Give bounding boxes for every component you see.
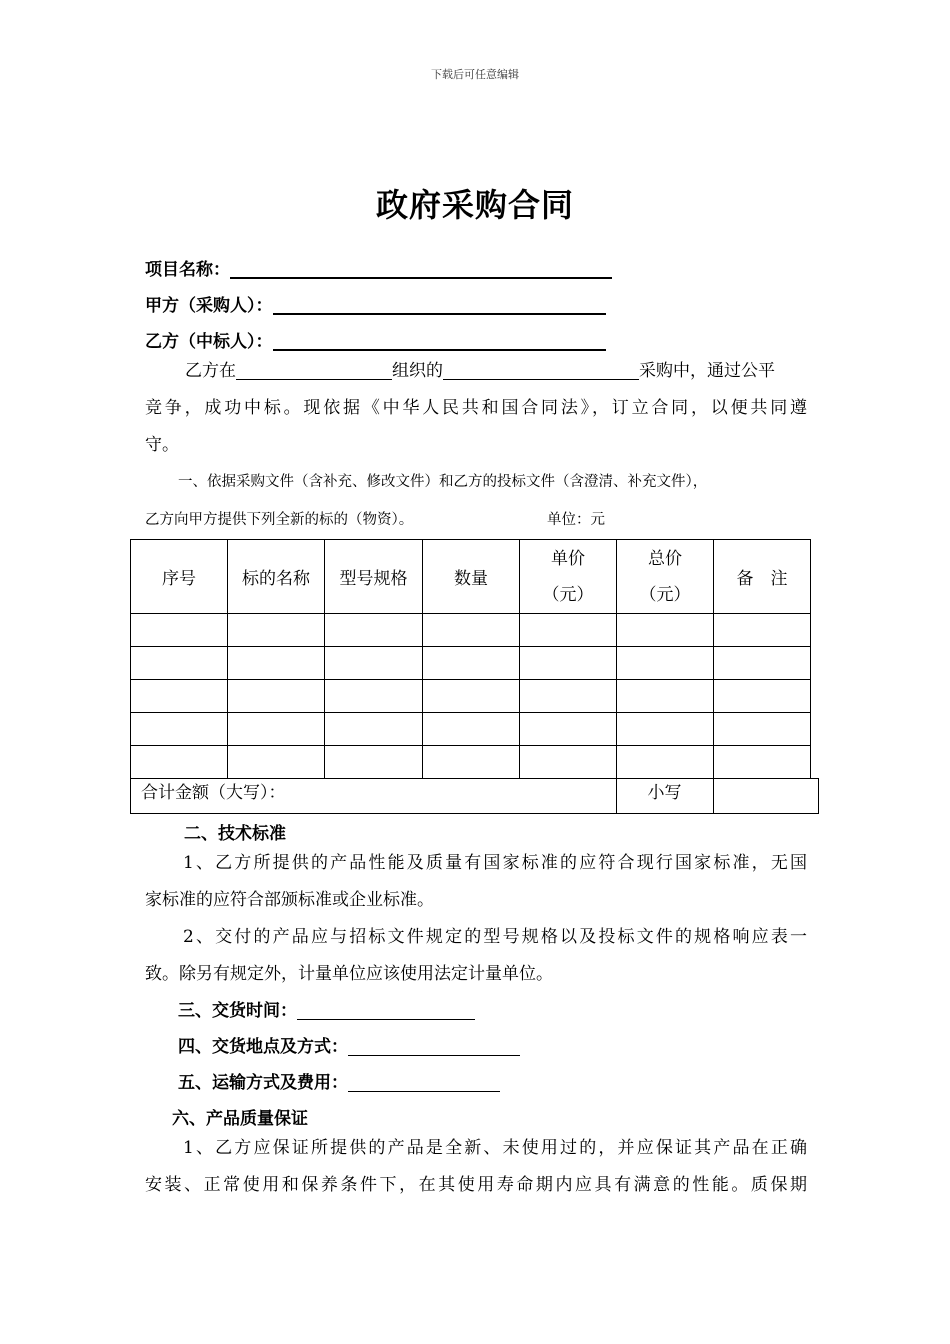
header-total-price-l2: （元）	[639, 584, 691, 605]
table-cell[interactable]	[617, 647, 714, 680]
section2-body	[145, 845, 807, 993]
section5-field	[178, 1068, 500, 1093]
total-small-label	[616, 778, 714, 814]
table-row	[131, 680, 811, 713]
table-row	[131, 746, 811, 779]
total-small-label-text: 小写	[647, 783, 682, 803]
intro-line-2: 竞争，成功中标。现依据《中华人民共和国合同法》，订立合同，以便共同遵	[145, 398, 807, 418]
header-unit-price-l1: 单价	[551, 548, 585, 569]
table-cell[interactable]	[714, 680, 811, 713]
table-cell[interactable]	[325, 713, 423, 746]
table-cell[interactable]	[423, 680, 520, 713]
section4-field	[178, 1032, 520, 1057]
section1-line2: 乙方向甲方提供下列全新的标的（物资）。	[145, 512, 414, 528]
header-unit-price	[520, 540, 617, 614]
section6-heading: 六、产品质量保证	[172, 1109, 308, 1129]
table-cell[interactable]	[131, 680, 228, 713]
delivery-place-blank[interactable]	[348, 1037, 520, 1056]
section6-body	[145, 1130, 807, 1204]
table-cell[interactable]	[228, 713, 325, 746]
section6-item1-line2: 安装、正常使用和保养条件下，在其使用寿命期内应具有满意的性能。质保期	[145, 1175, 807, 1195]
project-name-label: 项目名称：	[145, 260, 230, 280]
table-cell[interactable]	[131, 647, 228, 680]
table-cell[interactable]	[617, 614, 714, 647]
section2-item2-line1: 2、交付的产品应与招标文件规定的型号规格以及投标文件的规格响应表一	[183, 927, 807, 947]
section2-item1-line2: 家标准的应符合部颁标准或企业标准。	[145, 890, 434, 910]
section2-heading: 二、技术标准	[184, 824, 286, 844]
total-row	[130, 778, 819, 814]
table-cell[interactable]	[714, 713, 811, 746]
table-row	[131, 713, 811, 746]
table-row	[131, 647, 811, 680]
section5-heading: 五、运输方式及费用：	[178, 1073, 348, 1093]
party-a-blank[interactable]	[273, 295, 606, 315]
table-cell[interactable]	[520, 680, 617, 713]
transport-blank[interactable]	[348, 1073, 500, 1092]
table-cell[interactable]	[228, 746, 325, 779]
section3-heading: 三、交货时间：	[178, 1001, 297, 1021]
table-cell[interactable]	[423, 647, 520, 680]
document-title: 政府采购合同	[375, 186, 574, 224]
table-cell[interactable]	[423, 614, 520, 647]
table-cell[interactable]	[520, 713, 617, 746]
party-b-blank[interactable]	[273, 331, 606, 351]
header-total-price-l1: 总价	[648, 548, 682, 569]
intro-line-1	[145, 353, 807, 390]
table-cell[interactable]	[423, 746, 520, 779]
table-cell[interactable]	[617, 680, 714, 713]
party-a-label: 甲方（采购人）：	[145, 296, 273, 316]
table-cell[interactable]	[520, 614, 617, 647]
table-cell[interactable]	[520, 647, 617, 680]
header-name: 标的名称	[228, 540, 325, 614]
total-amount-caps-label: 合计金额（大写）：	[141, 783, 286, 803]
table-cell[interactable]	[325, 746, 423, 779]
table-cell[interactable]	[131, 614, 228, 647]
table-cell[interactable]	[228, 647, 325, 680]
table-cell[interactable]	[617, 746, 714, 779]
party-b-field	[145, 327, 606, 352]
table-cell[interactable]	[228, 614, 325, 647]
total-amount-caps[interactable]	[130, 778, 617, 814]
header-no: 序号	[131, 540, 228, 614]
section1-unit: 单位：元	[547, 512, 605, 528]
delivery-time-blank[interactable]	[297, 1001, 475, 1020]
section2-item1-line1: 1、乙方所提供的产品性能及质量有国家标准的应符合现行国家标准，无国	[183, 853, 807, 873]
organizer-blank[interactable]	[236, 361, 392, 380]
intro-text-c: 采购中，通过公平	[639, 361, 775, 381]
header-total-price	[617, 540, 714, 614]
table-row	[131, 614, 811, 647]
table-cell[interactable]	[131, 713, 228, 746]
section6-item1-line1: 1、乙方应保证所提供的产品是全新、未使用过的，并应保证其产品在正确	[183, 1138, 807, 1158]
header-unit-price-l2: （元）	[542, 584, 594, 605]
table-cell[interactable]	[325, 680, 423, 713]
section2-item2-line2: 致。除另有规定外，计量单位应该使用法定计量单位。	[145, 964, 553, 984]
header-note: 下载后可任意编辑	[431, 68, 519, 81]
party-b-label: 乙方（中标人）：	[145, 332, 273, 352]
table-cell[interactable]	[131, 746, 228, 779]
table-cell[interactable]	[325, 647, 423, 680]
total-small-value[interactable]	[713, 778, 819, 814]
table-cell[interactable]	[228, 680, 325, 713]
project-name-field	[145, 255, 612, 280]
header-qty: 数量	[423, 540, 520, 614]
section4-heading: 四、交货地点及方式：	[178, 1037, 348, 1057]
party-a-field	[145, 291, 606, 316]
header-remark: 备 注	[714, 540, 811, 614]
table-cell[interactable]	[714, 614, 811, 647]
table-cell[interactable]	[325, 614, 423, 647]
procurement-blank[interactable]	[443, 361, 639, 380]
section3-field	[178, 996, 475, 1021]
goods-table	[130, 539, 811, 779]
intro-paragraph	[145, 353, 807, 464]
project-name-blank[interactable]	[230, 259, 612, 279]
intro-text-a: 乙方在	[185, 361, 236, 381]
intro-text-b: 组织的	[392, 361, 443, 381]
table-cell[interactable]	[714, 746, 811, 779]
table-cell[interactable]	[423, 713, 520, 746]
intro-line-3: 守。	[145, 435, 179, 455]
header-model: 型号规格	[325, 540, 423, 614]
table-header-row	[131, 540, 811, 614]
section1-line1: 一、依据采购文件（含补充、修改文件）和乙方的投标文件（含澄清、补充文件），	[178, 474, 708, 490]
table-cell[interactable]	[617, 713, 714, 746]
table-cell[interactable]	[714, 647, 811, 680]
table-cell[interactable]	[520, 746, 617, 779]
